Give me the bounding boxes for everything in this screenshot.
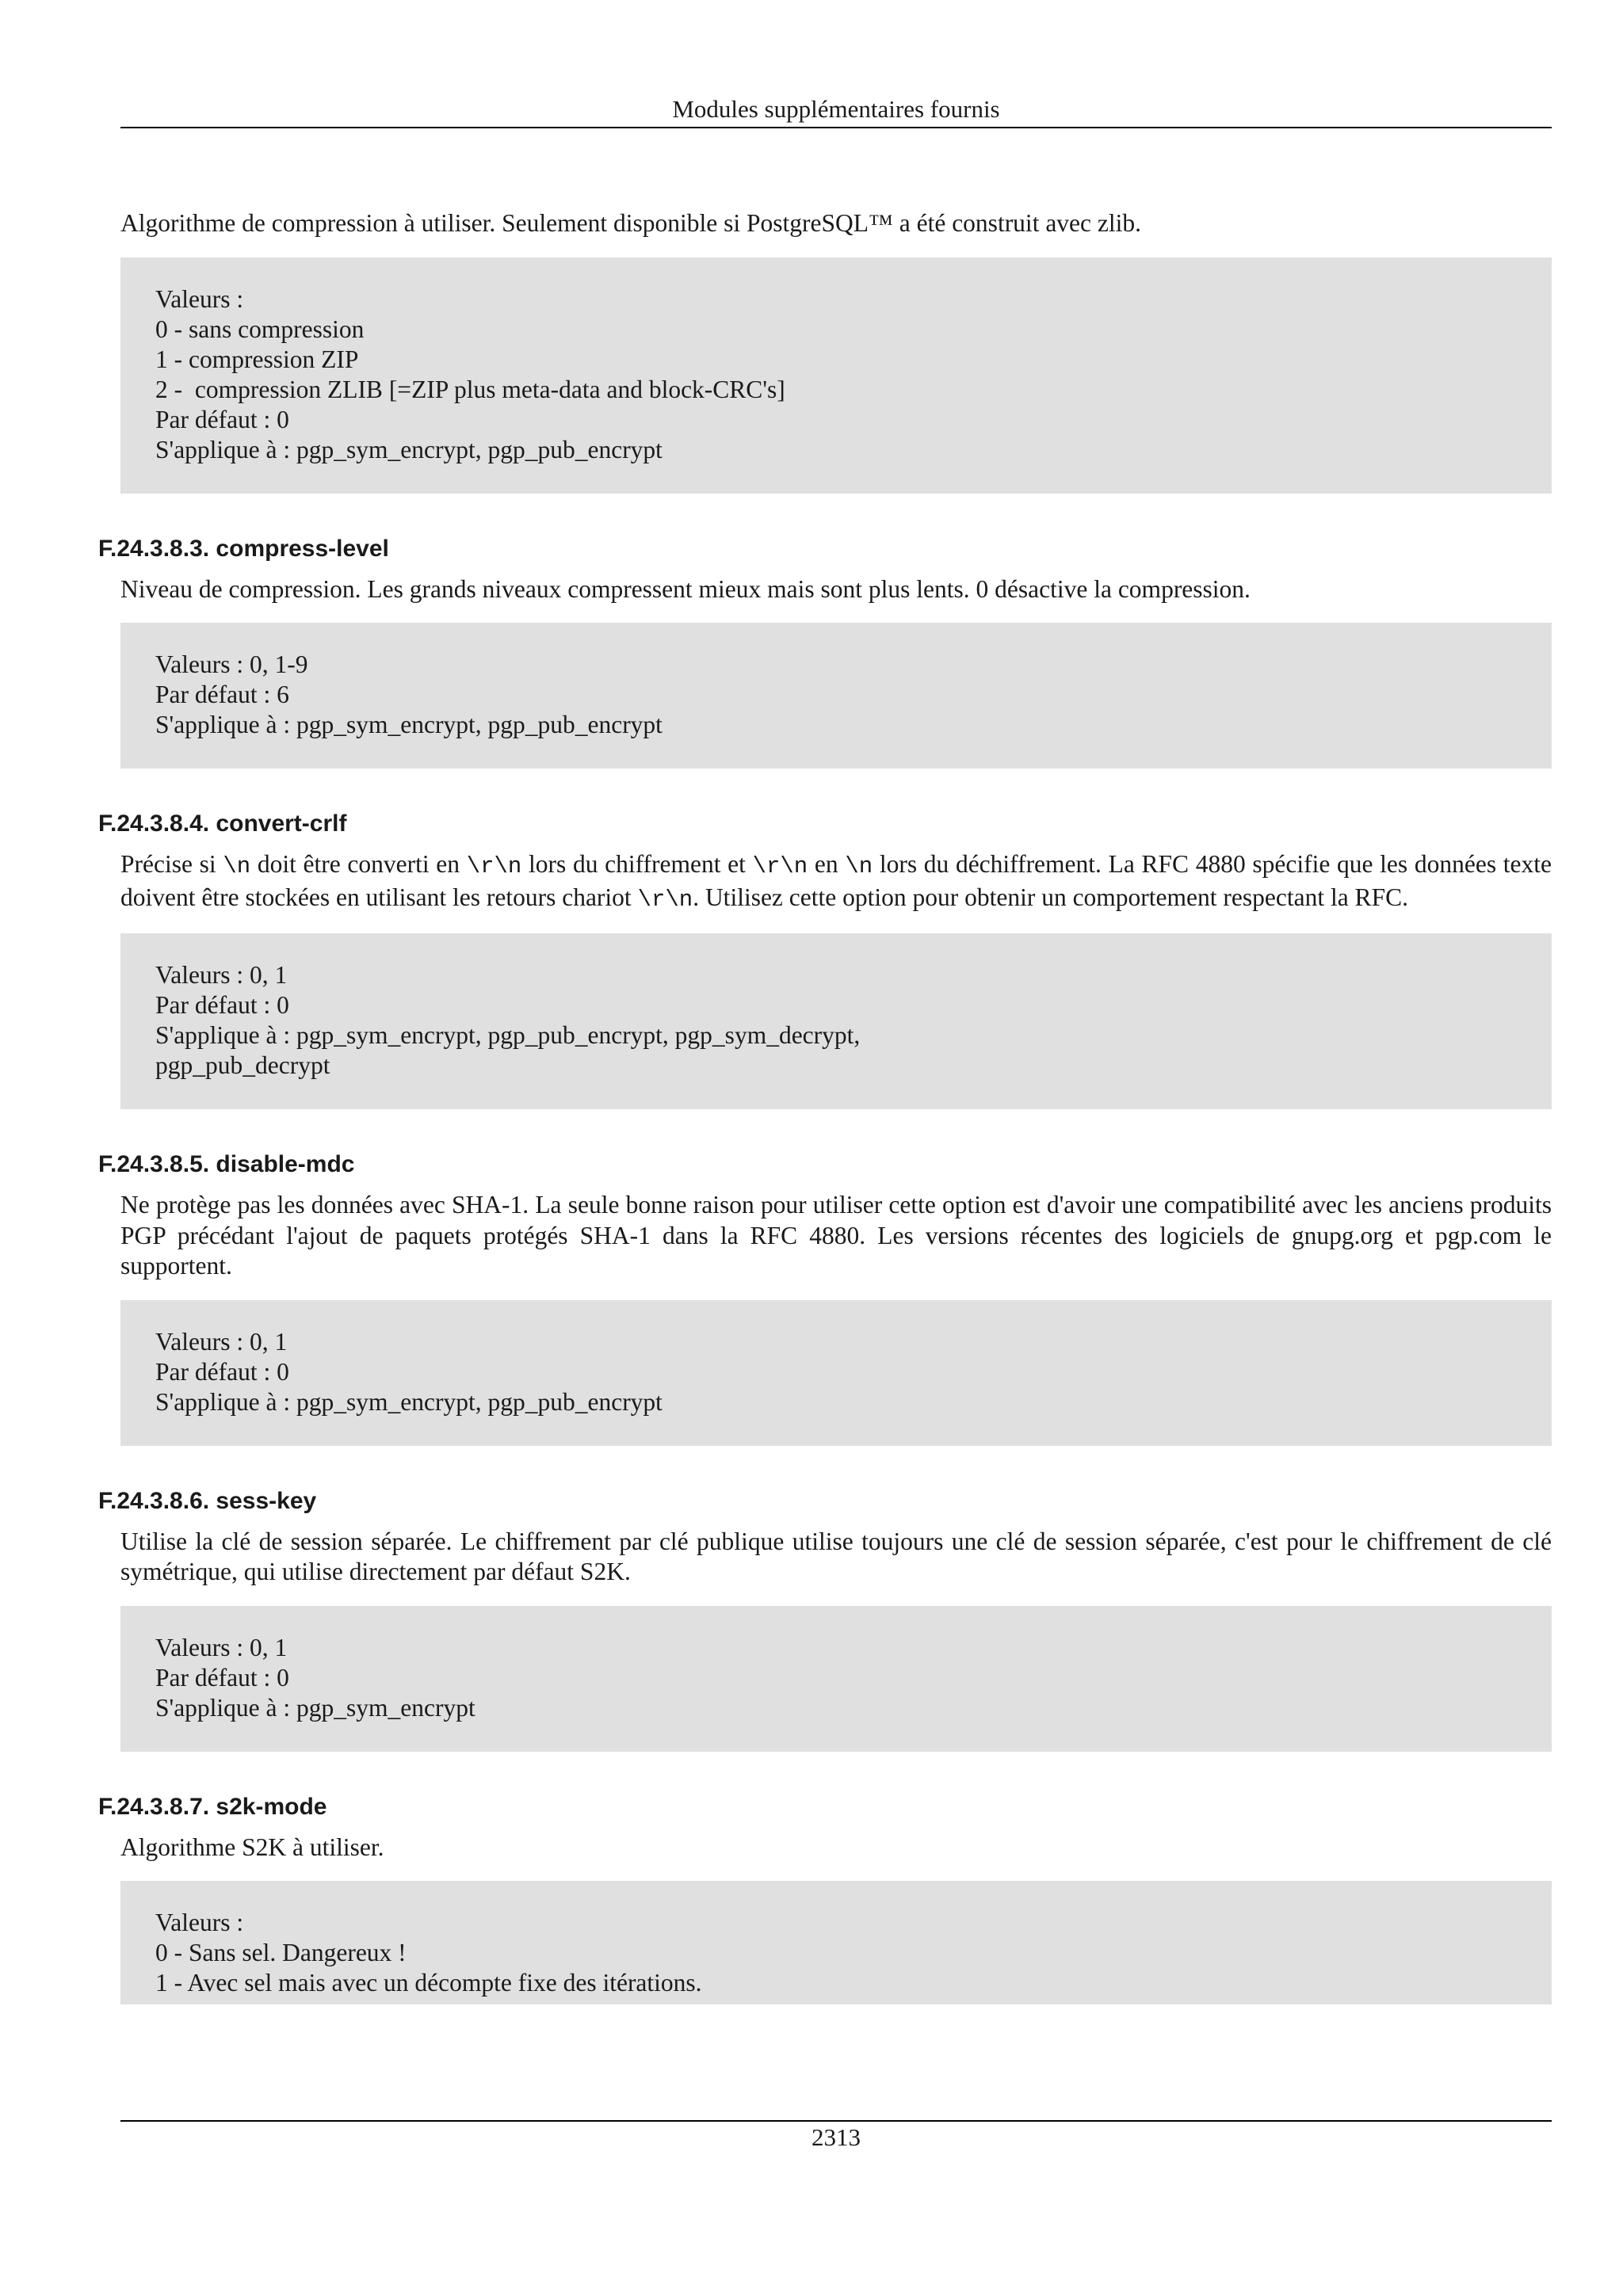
paragraph-text: lors du chiffrement et [521,850,753,878]
code-box-line: Par défaut : 0 [155,1663,289,1691]
code-box-line: S'applique à : pgp_sym_encrypt [155,1693,475,1722]
code-box-line: Par défaut : 0 [155,1357,289,1386]
code-box-line: S'applique à : pgp_sym_encrypt, pgp_pub_encrypt [155,1387,663,1416]
section-code-box-sess-key [120,1606,1552,1752]
running-header: Modules supplémentaires fournis [672,95,1000,123]
code-box-line: 0 - sans compression [155,315,365,343]
code-box-line: Valeurs : [155,284,244,313]
inline-code: \r\n [637,886,693,913]
section-heading-sess-key: F.24.3.8.6. sess-key [98,1487,317,1514]
section-code-box-s2k-mode [120,1881,1552,2004]
page-content [0,208,1623,2004]
code-box-line: S'applique à : pgp_sym_encrypt, pgp_pub_encrypt [155,711,663,738]
paragraph-text: Niveau de compression. Les grands niveaux compressent mieux mais sont plus lents. 0 désactive la compression. [120,574,1251,603]
code-box-line: pgp_pub_decrypt [155,1051,330,1079]
section-code-box-convert-crlf [120,933,1552,1109]
section-paragraph-convert-crlf [120,849,1552,915]
code-box-line: Par défaut : 0 [155,991,289,1019]
section-paragraph-s2k-mode [120,1833,1552,1863]
section-code-box-disable-mdc [120,1300,1552,1446]
intro-code-box [120,257,1552,494]
code-box-line: Valeurs : 0, 1 [155,1633,288,1661]
section-heading-convert-crlf: F.24.3.8.4. convert-crlf [98,810,347,837]
section-code-box-compress-level [120,623,1552,769]
section-paragraph-sess-key [120,1527,1552,1588]
section-paragraph-disable-mdc [120,1190,1552,1282]
paragraph-text: Algorithme S2K à utiliser. [120,1833,384,1861]
code-box-line: Valeurs : [155,1909,244,1936]
code-box-line: 0 - Sans sel. Dangereux ! [155,1939,407,1966]
paragraph-text: Précise si [120,850,223,878]
section-heading-s2k-mode: F.24.3.8.7. s2k-mode [98,1793,327,1820]
paragraph-text: Ne protège pas les données avec SHA-1. La seule bonne raison pour utiliser cette option est d'avoir une compatibilité avec les anciens produits PGP précédant l'ajout de paquets protégés SHA-1 dans la RFC 4880. Les versions récentes des logiciels de gnupg.org et pgp.com le supportent. [120,1191,1552,1280]
code-box-line: S'applique à : pgp_sym_encrypt, pgp_pub_encrypt [155,435,663,463]
code-box-line: Par défaut : 6 [155,681,289,708]
paragraph-text: Utilise la clé de session séparée. Le chiffrement par clé publique utilise toujours une clé de session séparée, c'est pour le chiffrement de clé symétrique, qui utilise directement par défaut S2K. [120,1527,1552,1585]
code-box-line: Valeurs : 0, 1 [155,1327,288,1356]
intro-paragraph: Algorithme de compression à utiliser. Seulement disponible si PostgreSQL™ a été construit avec zlib. [120,209,1141,237]
code-box-line: 1 - compression ZIP [155,345,359,373]
inline-code: \r\n [466,853,522,879]
section-heading-compress-level: F.24.3.8.3. compress-level [98,535,389,562]
section-heading-disable-mdc: F.24.3.8.5. disable-mdc [98,1151,355,1177]
code-box-line: Valeurs : 0, 1-9 [155,650,308,678]
header-rule [120,127,1552,128]
paragraph-text: lors du déchiffrement. La RFC 4880 spécifie que les données texte doivent être stockées en utilisant les retours chariot [120,850,1552,911]
code-box-line: S'applique à : pgp_sym_encrypt, pgp_pub_encrypt, pgp_sym_decrypt, [155,1021,861,1049]
inline-code: \r\n [752,853,808,879]
code-box-line: 1 - Avec sel mais avec un décompte fixe des itérations. [155,1969,702,1997]
paragraph-text: . Utilisez cette option pour obtenir un comportement respectant la RFC. [693,883,1408,911]
inline-code: \n [223,853,251,879]
code-box-line: Valeurs : 0, 1 [155,961,288,989]
code-box-line: 2 - compression ZLIB [=ZIP plus meta-data and block-CRC's] [155,375,785,403]
page-number: 2313 [812,2123,861,2151]
inline-code: \n [845,853,873,879]
section-paragraph-compress-level [120,574,1552,605]
paragraph-text: en [808,850,846,878]
paragraph-text: doit être converti en [250,850,467,878]
code-box-line: Par défaut : 0 [155,405,289,433]
